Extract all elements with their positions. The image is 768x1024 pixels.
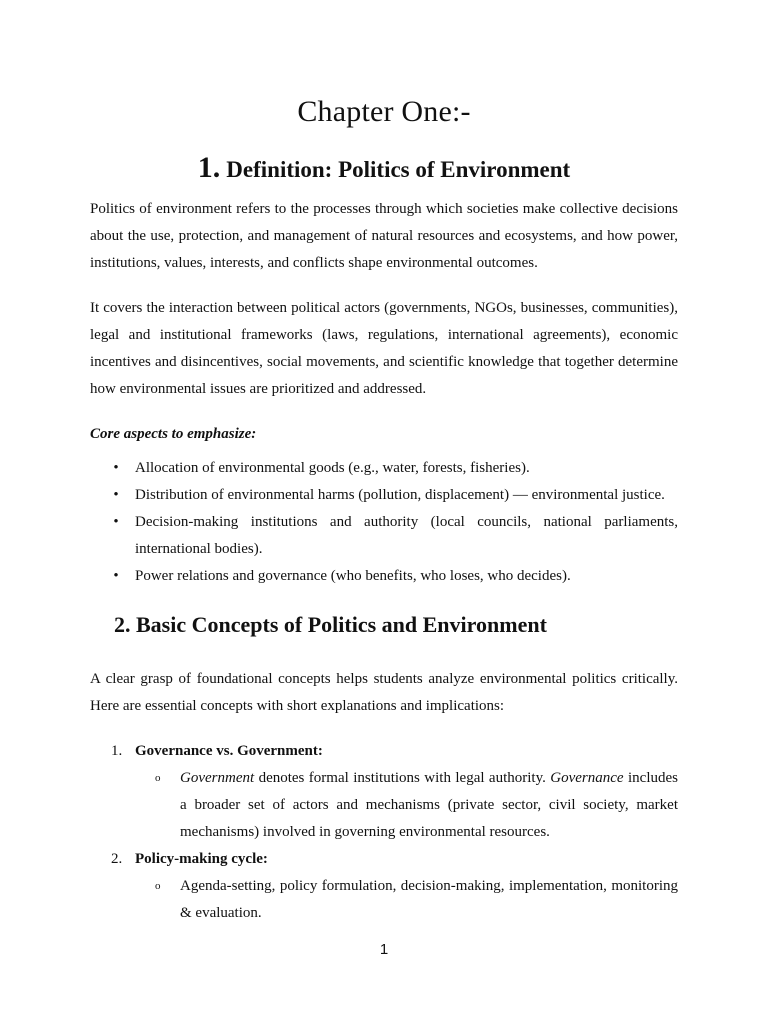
concept-sub-list — [135, 873, 678, 927]
bullet-icon: • — [113, 514, 119, 530]
section-1-title: Definition: Politics of Environment — [226, 157, 571, 182]
bullet-icon: • — [113, 487, 119, 503]
sub-text: Agenda-setting, policy formulation, decision-making, implementation, monitoring & evaluation. — [180, 878, 678, 921]
bullet-icon: • — [113, 460, 119, 476]
definition-paragraph: Politics of environment refers to the processes through which societies make collective decisions about the use, protection, and management of natural resources and ecosystems, and how power, institutions, values, interests, and conflicts shape environmental outcomes. — [90, 201, 678, 271]
list-item — [90, 482, 678, 509]
concept-number: 1. — [111, 743, 123, 759]
list-item-text: Decision-making institutions and authority (local councils, national parliaments, international bodies). — [135, 514, 678, 557]
concept-number: 2. — [111, 851, 123, 867]
core-aspects-label: Core aspects to emphasize: — [90, 426, 257, 442]
list-item-text: Distribution of environmental harms (pollution, displacement) — environmental justice. — [135, 487, 665, 503]
hollow-bullet-icon: o — [155, 772, 161, 784]
list-item — [90, 455, 678, 482]
list-item-text: Power relations and governance (who benefits, who loses, who decides). — [135, 568, 571, 584]
section-1-number: 1. — [197, 151, 221, 184]
concept-item — [90, 846, 678, 927]
term-government: Government — [180, 770, 255, 786]
sub-text: denotes formal institutions with legal authority. — [254, 770, 551, 786]
list-item — [90, 509, 678, 563]
list-item-text: Allocation of environmental goods (e.g., water, forests, fisheries). — [135, 460, 530, 476]
concept-item — [90, 738, 678, 846]
sub-list-item — [135, 765, 678, 846]
section-2-intro: A clear grasp of foundational concepts helps students analyze environmental politics critically. Here are essential concepts with short explanations and implications: — [90, 671, 678, 714]
core-aspects-list — [90, 455, 678, 590]
page-number: 1 — [379, 941, 389, 958]
section-2-heading: 2. Basic Concepts of Politics and Environment — [114, 612, 547, 637]
concepts-list — [90, 738, 678, 927]
section-1-heading — [90, 148, 678, 190]
concept-heading: Policy-making cycle: — [135, 851, 268, 867]
bullet-icon: • — [113, 568, 119, 584]
chapter-title: Chapter One:- — [297, 95, 471, 128]
scope-paragraph: It covers the interaction between political actors (governments, NGOs, businesses, communities), legal and institutional frameworks (laws, regulations, international agreements), economic incentives and disincentives, social movements, and scientific knowledge that together determine how environmental issues are prioritized and addressed. — [90, 300, 678, 397]
sub-text: includes a broader set of actors and mechanisms (private sector, civil society, market mechanisms) involved in governing environmental resources. — [180, 770, 678, 840]
concept-sub-list — [135, 765, 678, 846]
sub-list-item — [135, 873, 678, 927]
list-item — [90, 563, 678, 590]
term-governance: Governance — [550, 770, 624, 786]
concept-heading: Governance vs. Government: — [135, 743, 323, 759]
hollow-bullet-icon: o — [155, 880, 161, 892]
